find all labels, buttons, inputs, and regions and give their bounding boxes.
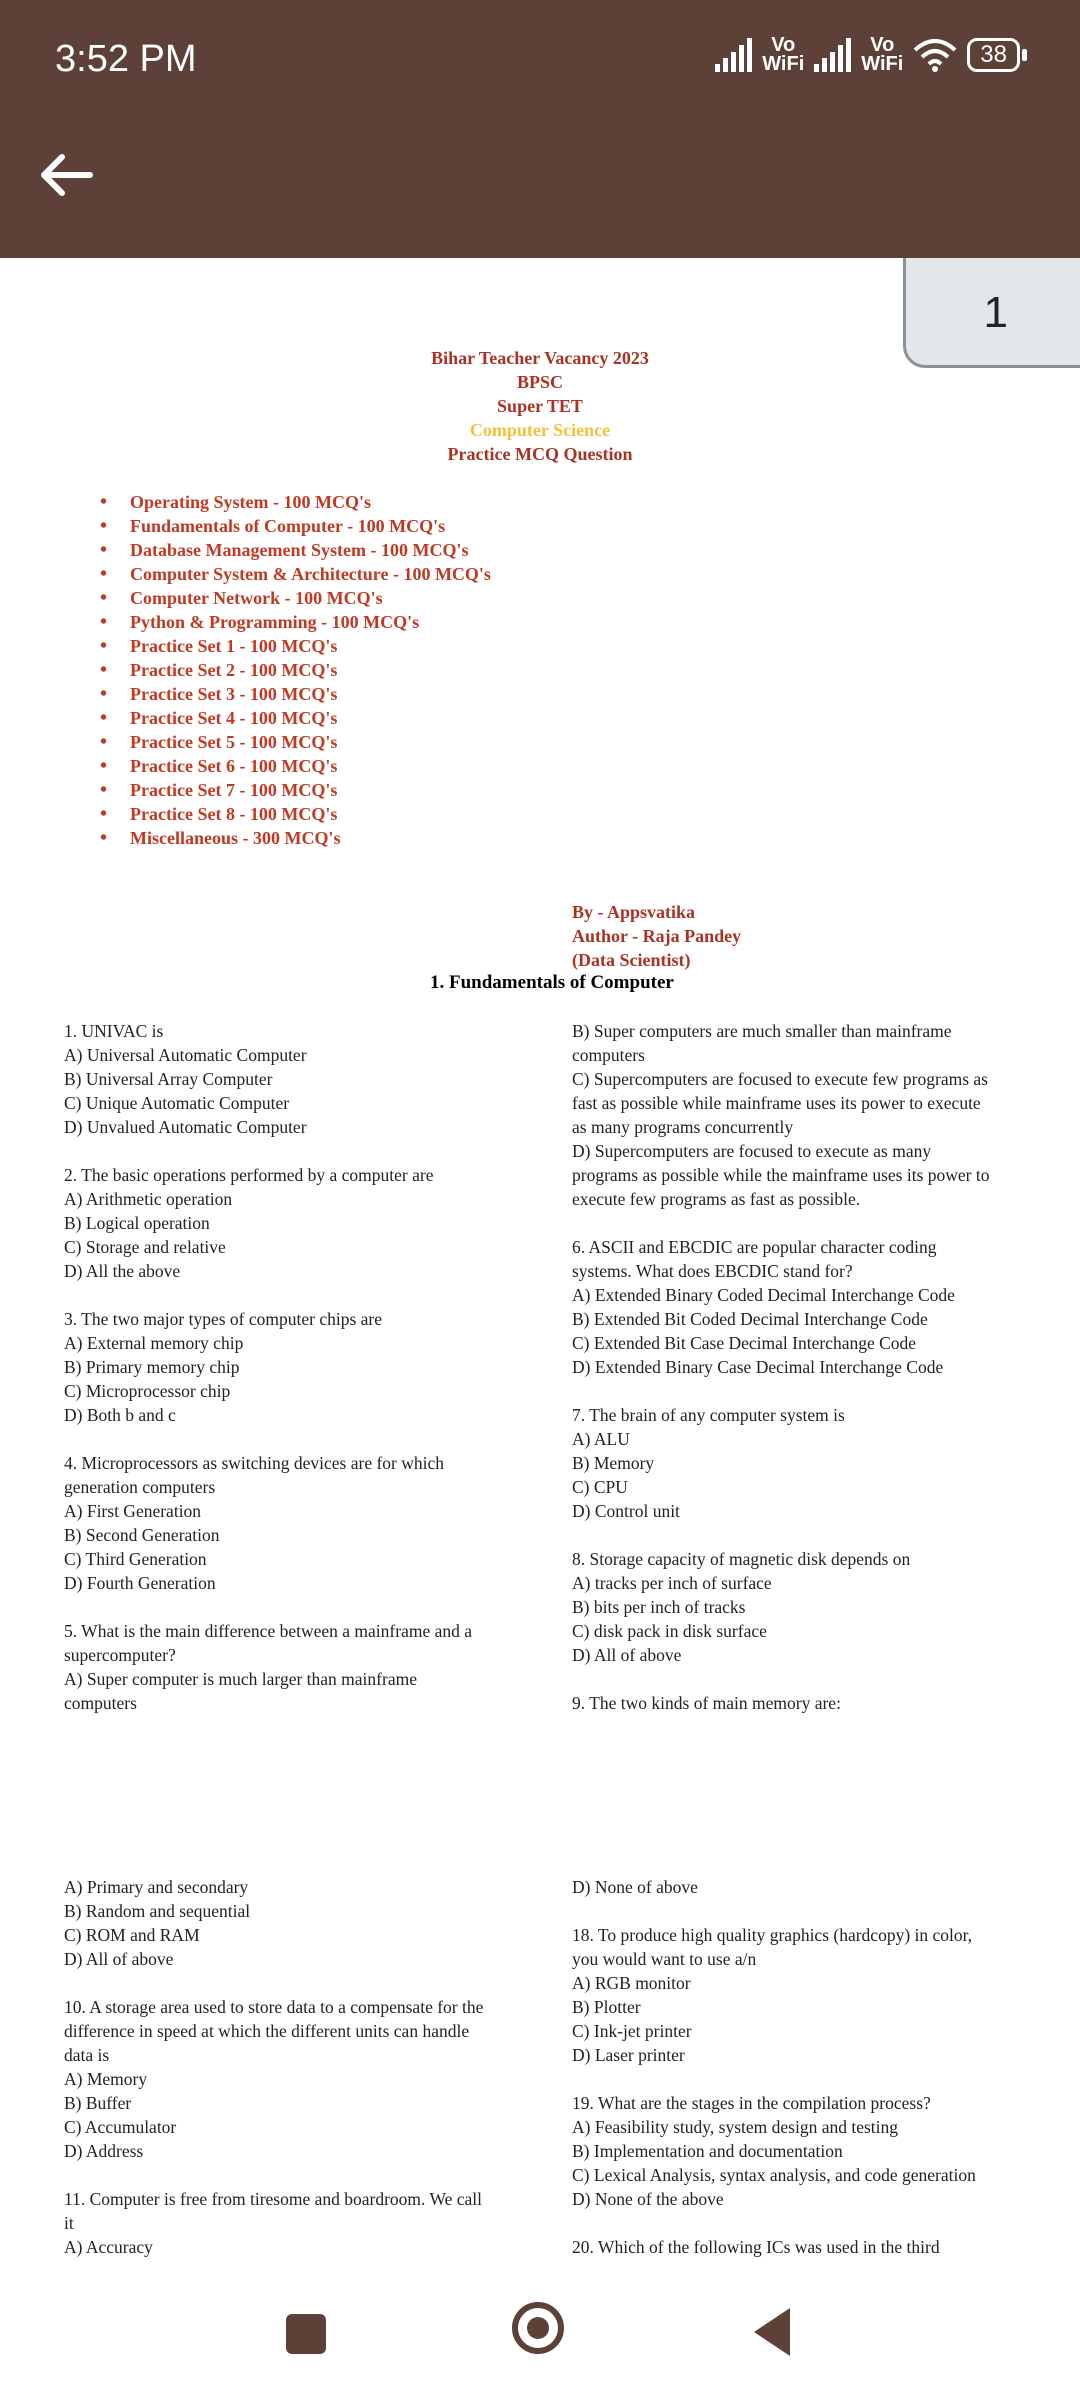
nav-back-icon[interactable] [754, 2308, 790, 2356]
header-subject: Computer Science [469, 420, 611, 440]
vowifi-label: WiFi [861, 53, 904, 75]
header-line: Super TET [497, 396, 583, 416]
byline-role: (Data Scientist) [572, 950, 691, 970]
toc-item: • Practice Set 3 - 100 MCQ's [100, 682, 491, 706]
status-time: 3:52 PM [55, 38, 197, 80]
question-block: 18. To produce high quality graphics (hardcopy) in color, you would want to use a/n A) RGB monitor B) Plotter C) Ink-jet printer D) Laser printer [572, 1925, 973, 2065]
table-of-contents [100, 490, 491, 850]
question-block: B) Super computers are much smaller than mainframe computers C) Supercomputers are focused to execute few programs as fast as possible while mainframe uses its power to execute as many programs concurrently D) Supercomputers are focused to execute as many programs as possible while the mainframe uses its power to execute few programs as fast as possible. [572, 1021, 990, 1209]
byline-author: Author - Raja Pandey [572, 926, 742, 946]
toc-item: • Operating System - 100 MCQ's [100, 490, 491, 514]
question-block: 10. A storage area used to store data to a compensate for the difference in speed at which the different units can handle data is A) Memory B) Buffer C) Accumulator D) Address [64, 1997, 484, 2161]
signal-icon [814, 38, 851, 72]
question-column-left [64, 1875, 504, 2278]
toc-item: • Practice Set 7 - 100 MCQ's [100, 778, 491, 802]
toc-item: • Computer System & Architecture - 100 MCQ's [100, 562, 491, 586]
wifi-icon [913, 38, 957, 72]
header-line: BPSC [516, 372, 563, 392]
toc-item: • Practice Set 6 - 100 MCQ's [100, 754, 491, 778]
home-icon[interactable] [512, 2302, 564, 2354]
toc-item: • Python & Programming - 100 MCQ's [100, 610, 491, 634]
toc-item: • Practice Set 4 - 100 MCQ's [100, 706, 491, 730]
question-block: 3. The two major types of computer chips are A) External memory chip B) Primary memory chip C) Microprocessor chip D) Both b and c [64, 1309, 382, 1425]
toc-item: • Miscellaneous - 300 MCQ's [100, 826, 491, 850]
question-column-right [572, 1875, 1022, 2278]
page-number: 1 [983, 288, 1008, 337]
question-block: 20. Which of the following ICs was used in the third [572, 2237, 940, 2257]
question-block: 4. Microprocessors as switching devices are for which generation computers A) First Generation B) Second Generation C) Third Generation D) Fourth Generation [64, 1453, 445, 1593]
question-block: A) Primary and secondary B) Random and sequential C) ROM and RAM D) All of above [64, 1877, 251, 1969]
toc-item: • Practice Set 1 - 100 MCQ's [100, 634, 491, 658]
page-2-viewport [0, 1870, 1080, 2278]
question-block: 1. UNIVAC is A) Universal Automatic Computer B) Universal Array Computer C) Unique Automatic Computer D) Unvalued Automatic Computer [64, 1021, 307, 1137]
toc-item: • Computer Network - 100 MCQ's [100, 586, 491, 610]
header-line: Bihar Teacher Vacancy 2023 [431, 348, 649, 368]
vowifi-label: WiFi [762, 53, 805, 75]
toc-item: • Practice Set 5 - 100 MCQ's [100, 730, 491, 754]
toc-item: • Practice Set 8 - 100 MCQ's [100, 802, 491, 826]
question-block: 8. Storage capacity of magnetic disk depends on A) tracks per inch of surface B) bits per inch of tracks C) disk pack in disk surface D) All of above [572, 1549, 911, 1665]
recents-icon[interactable] [286, 2314, 326, 2354]
vowifi-label: Vo [771, 34, 796, 56]
question-block: 2. The basic operations performed by a computer are A) Arithmetic operation B) Logical operation C) Storage and relative D) All the above [64, 1165, 434, 1281]
byline-publisher: By - Appsvatika [572, 902, 696, 922]
back-arrow-icon[interactable] [36, 145, 96, 205]
byline [572, 900, 741, 972]
toc-item: • Database Management System - 100 MCQ's [100, 538, 491, 562]
header-line: Practice MCQ Question [447, 444, 633, 464]
document-header [0, 346, 1080, 466]
question-block: 6. ASCII and EBCDIC are popular character coding systems. What does EBCDIC stand for? A) Extended Binary Coded Decimal Interchange Code B) Extended Bit Coded Decimal Interchange Code C) Extended Bit Case Decimal Interchange Code D) Extended Binary Case Decimal Interchange Code [572, 1237, 955, 1377]
system-nav-bar [0, 2280, 1080, 2400]
question-block: 9. The two kinds of main memory are: [572, 1693, 841, 1713]
app-bar [0, 0, 1080, 258]
question-block: 11. Computer is free from tiresome and boardroom. We call it A) Accuracy [64, 2189, 482, 2257]
toc-item: • Fundamentals of Computer - 100 MCQ's [100, 514, 491, 538]
question-column-left [64, 1019, 504, 1739]
question-block: 5. What is the main difference between a mainframe and a supercomputer? A) Super computer is much larger than mainframe computers [64, 1621, 472, 1713]
battery-icon: 38 [967, 38, 1020, 72]
status-icons [715, 36, 1020, 74]
vowifi-indicator [861, 36, 903, 74]
question-column-right [572, 1019, 1022, 1739]
question-block: 7. The brain of any computer system is A) ALU B) Memory C) CPU D) Control unit [572, 1405, 845, 1521]
vowifi-indicator [762, 36, 804, 74]
section-title: 1. Fundamentals of Computer [430, 972, 674, 993]
vowifi-label: Vo [870, 34, 895, 56]
toc-item: • Practice Set 2 - 100 MCQ's [100, 658, 491, 682]
signal-icon [715, 38, 752, 72]
question-block: D) None of above [572, 1877, 698, 1897]
question-block: 19. What are the stages in the compilation process? A) Feasibility study, system design and testing B) Implementation and documentation C) Lexical Analysis, syntax analysis, and code generation D) None of the above [572, 2093, 976, 2209]
